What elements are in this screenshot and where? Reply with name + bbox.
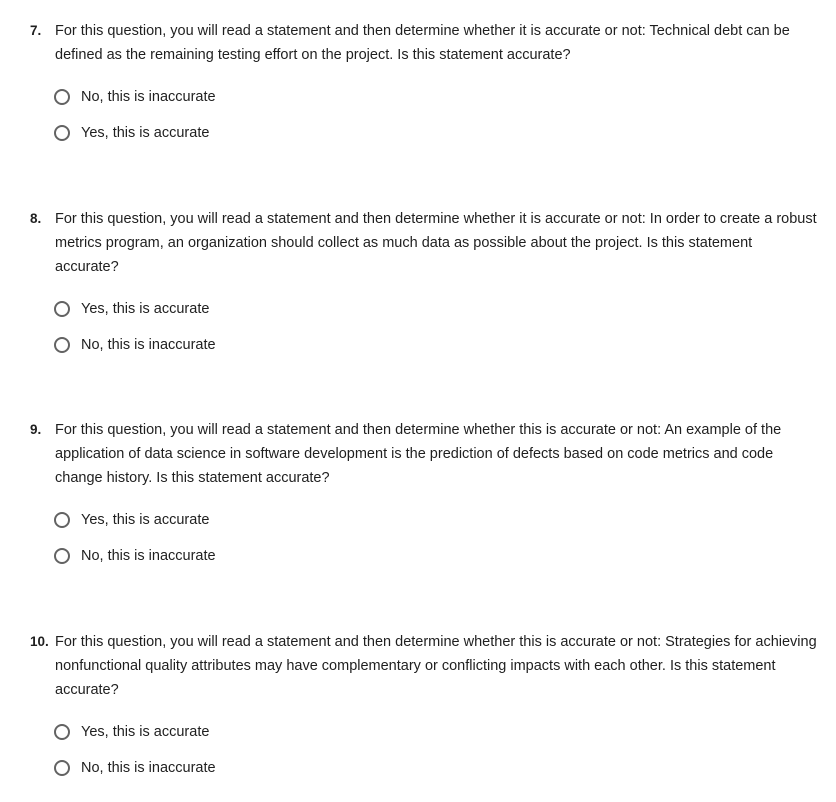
question-number: 8. <box>30 211 42 226</box>
answer-options <box>0 502 836 574</box>
question-header <box>0 418 836 490</box>
question-10 <box>0 630 836 786</box>
answer-option-label[interactable]: Yes, this is accurate <box>81 301 210 317</box>
answer-option[interactable] <box>0 538 836 574</box>
radio-button[interactable] <box>54 724 70 740</box>
question-number: 10. <box>30 634 49 649</box>
answer-option[interactable] <box>0 502 836 538</box>
question-text: For this question, you will read a statement and then determine whether this is accurate or not: An example of the application of data science in software development is the prediction of defects based on code metrics and code change history. Is this statement accurate? <box>55 422 782 486</box>
answer-options <box>0 291 836 363</box>
question-number: 9. <box>30 422 42 437</box>
answer-options <box>0 79 836 151</box>
radio-button[interactable] <box>54 337 70 353</box>
answer-option-label[interactable]: Yes, this is accurate <box>81 512 210 528</box>
question-text: For this question, you will read a statement and then determine whether this is accurate or not: Strategies for achieving nonfunctional quality attributes may have complementary or conflicting impacts with each other. Is this statement accurate? <box>55 634 817 698</box>
radio-button[interactable] <box>54 125 70 141</box>
answer-options <box>0 714 836 786</box>
answer-option[interactable] <box>0 327 836 363</box>
answer-option[interactable] <box>0 291 836 327</box>
question-number: 7. <box>30 23 42 38</box>
radio-button[interactable] <box>54 301 70 317</box>
answer-option-label[interactable]: Yes, this is accurate <box>81 724 210 740</box>
question-9 <box>0 418 836 574</box>
question-text: For this question, you will read a statement and then determine whether it is accurate or not: Technical debt can be defined as the remaining testing effort on the project. Is this statement accurate? <box>55 23 790 63</box>
answer-option[interactable] <box>0 115 836 151</box>
question-header <box>0 207 836 279</box>
answer-option[interactable] <box>0 714 836 750</box>
answer-option-label[interactable]: No, this is inaccurate <box>81 548 216 564</box>
question-text: For this question, you will read a statement and then determine whether it is accurate or not: In order to create a robust metrics program, an organization should collect as much data as possible about the project. Is this statement accurate? <box>55 211 817 275</box>
radio-button[interactable] <box>54 548 70 564</box>
radio-button[interactable] <box>54 760 70 776</box>
answer-option-label[interactable]: No, this is inaccurate <box>81 89 216 105</box>
question-header <box>0 630 836 702</box>
answer-option[interactable] <box>0 750 836 786</box>
radio-button[interactable] <box>54 512 70 528</box>
answer-option[interactable] <box>0 79 836 115</box>
question-8 <box>0 207 836 363</box>
answer-option-label[interactable]: Yes, this is accurate <box>81 125 210 141</box>
radio-button[interactable] <box>54 89 70 105</box>
question-7 <box>0 19 836 151</box>
question-header <box>0 19 836 67</box>
answer-option-label[interactable]: No, this is inaccurate <box>81 760 216 776</box>
answer-option-label[interactable]: No, this is inaccurate <box>81 337 216 353</box>
